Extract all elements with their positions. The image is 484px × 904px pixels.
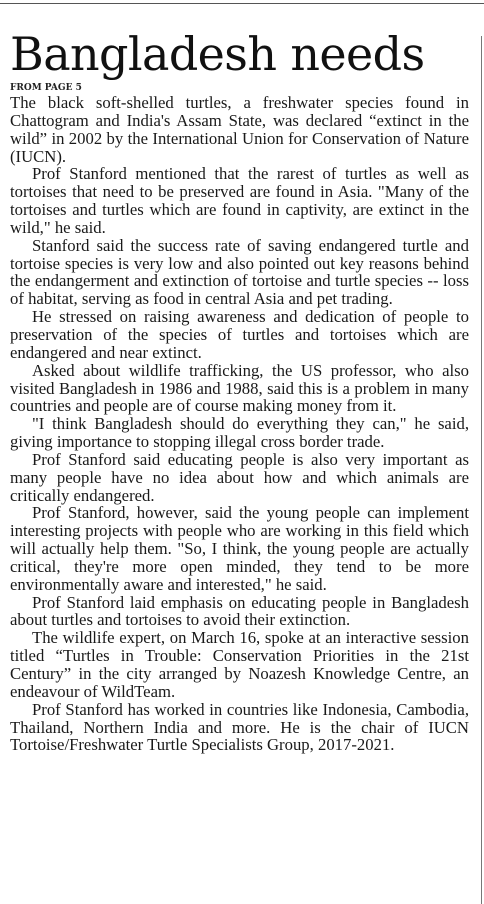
paragraph-1: The black soft-shelled turtles, a freshwater species found in Chattogram and India's Assam State, was declared “extinct in the wild” in 2002 by the International Union for Conservation of Nature (IUCN). bbox=[10, 93, 469, 166]
paragraph-3: Stanford said the success rate of saving endangered turtle and tortoise species is very low and also pointed out key reasons behind the endangerment and extinction of tortoise and turtle species -- loss of habitat, serving as food in central Asia and pet trading. bbox=[10, 235, 469, 309]
jump-line: FROM PAGE 5 bbox=[10, 83, 82, 93]
paragraph-7: Prof Stanford said educating people is also very important as many people have no idea about how and which animals are critically endangered. bbox=[10, 449, 469, 505]
column-rule bbox=[481, 36, 482, 904]
paragraph-9: Prof Stanford laid emphasis on educating people in Bangladesh about turtles and tortoises to avoid their extinction. bbox=[10, 592, 469, 630]
news-article bbox=[10, 28, 469, 754]
paragraph-11: Prof Stanford has worked in countries like Indonesia, Cambodia, Thailand, Northern India and more. He is the chair of IUCN Tortoise/Freshwater Turtle Specialists Group, 2017-2021. bbox=[10, 699, 469, 755]
paragraph-8: Prof Stanford, however, said the young people can implement interesting projects with people who are working in this field which will actually help them. "So, I think, the young people are actually critical, they're more open minded, they tend to be more environmentally aware and interested," he said. bbox=[10, 503, 469, 594]
paragraph-5: Asked about wildlife trafficking, the US professor, who also visited Bangladesh in 1986 and 1988, said this is a problem in many countries and people are of course making money from it. bbox=[10, 360, 469, 416]
headline: Bangladesh needs bbox=[10, 27, 425, 81]
top-rule bbox=[0, 3, 484, 4]
paragraph-2: Prof Stanford mentioned that the rarest of turtles as well as tortoises that need to be preserved are found in Asia. "Many of the tortoises and turtles which are found in captivity, are extinct in the wild," he said. bbox=[10, 164, 469, 237]
paragraph-10: The wildlife expert, on March 16, spoke at an interactive session titled “Turtles in Trouble: Conservation Priorities in the 21st Century” in the city arranged by Noazesh Knowledge Centre, an endeavour of WildTeam. bbox=[10, 628, 469, 701]
paragraph-4: He stressed on raising awareness and dedication of people to preservation of the species of turtles and tortoises which are endangered and near extinct. bbox=[10, 307, 469, 362]
paragraph-6: "I think Bangladesh should do everything they can," he said, giving importance to stopping illegal cross border trade. bbox=[10, 414, 469, 452]
article-body bbox=[10, 94, 469, 754]
